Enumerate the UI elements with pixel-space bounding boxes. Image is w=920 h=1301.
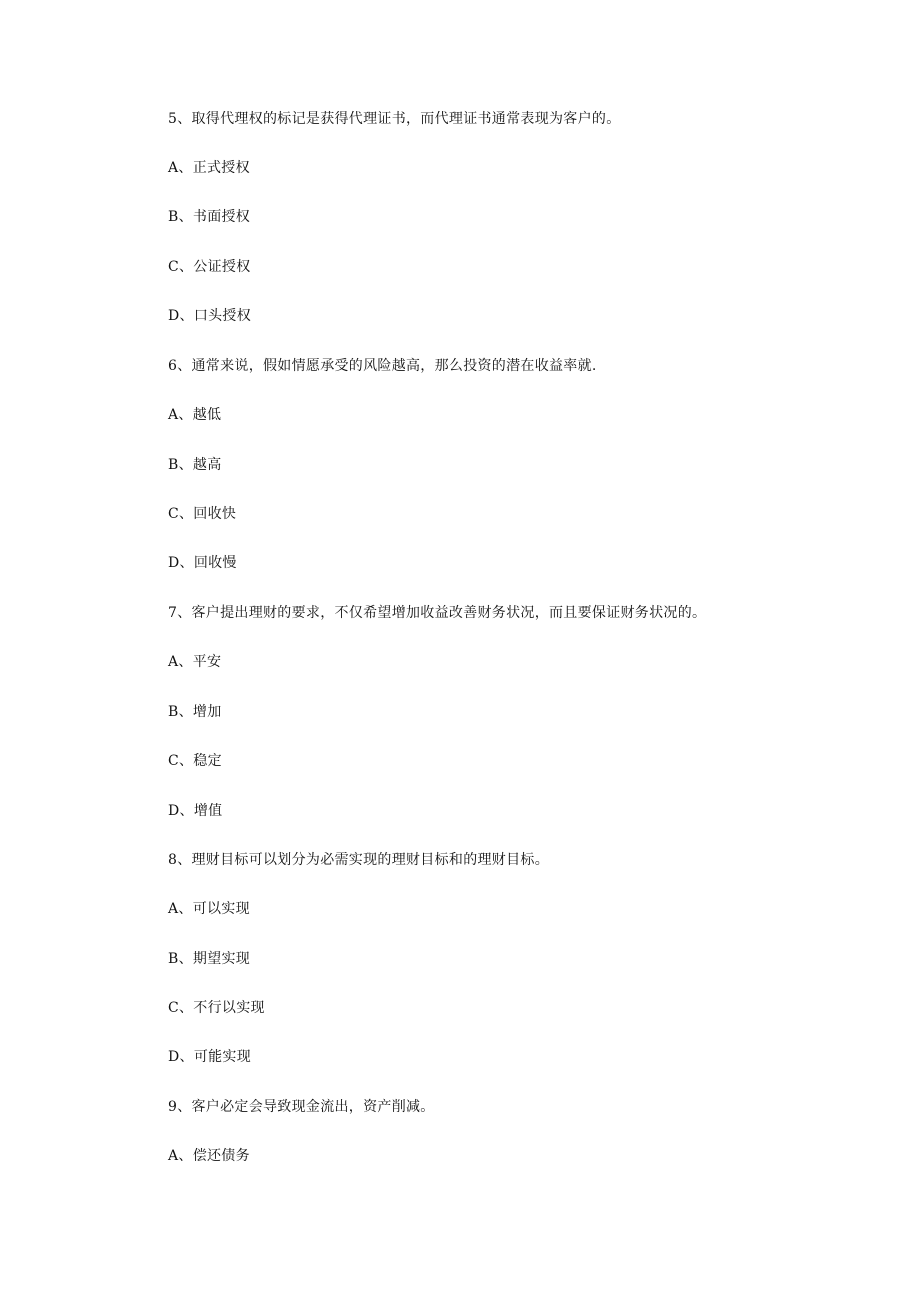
question-5-option-c: C、公证授权 [168, 259, 251, 275]
question-6-stem: 6、通常来说，假如情愿承受的风险越高，那么投资的潜在收益率就. [168, 358, 597, 374]
question-5-option-a: A、正式授权 [168, 160, 250, 176]
question-9-stem: 9、客户必定会导致现金流出，资产削减。 [168, 1099, 435, 1115]
question-8-option-b: B、期望实现 [168, 951, 251, 967]
question-7-option-a: A、平安 [168, 654, 222, 670]
question-7-option-d: D、增值 [168, 803, 223, 819]
question-6-option-a: A、越低 [168, 407, 222, 423]
question-6-option-b: B、越高 [168, 457, 222, 473]
question-7-stem: 7、客户提出理财的要求，不仅希望增加收益改善财务状况，而且要保证财务状况的。 [168, 605, 707, 621]
question-8-option-c: C、不行以实现 [168, 1000, 265, 1016]
question-5-option-d: D、口头授权 [168, 308, 252, 324]
question-7-option-c: C、稳定 [168, 753, 222, 769]
question-8-stem: 8、理财目标可以划分为必需实现的理财目标和的理财目标。 [168, 852, 550, 868]
question-5-option-b: B、书面授权 [168, 209, 251, 225]
question-8-option-a: A、可以实现 [168, 901, 250, 917]
question-8-option-d: D、可能实现 [168, 1049, 252, 1065]
question-7-option-b: B、增加 [168, 704, 222, 720]
question-9-option-a: A、偿还债务 [168, 1148, 250, 1164]
question-5-stem: 5、取得代理权的标记是获得代理证书，而代理证书通常表现为客户的。 [168, 111, 621, 127]
question-6-option-d: D、回收慢 [168, 555, 237, 571]
question-6-option-c: C、回收快 [168, 506, 237, 522]
